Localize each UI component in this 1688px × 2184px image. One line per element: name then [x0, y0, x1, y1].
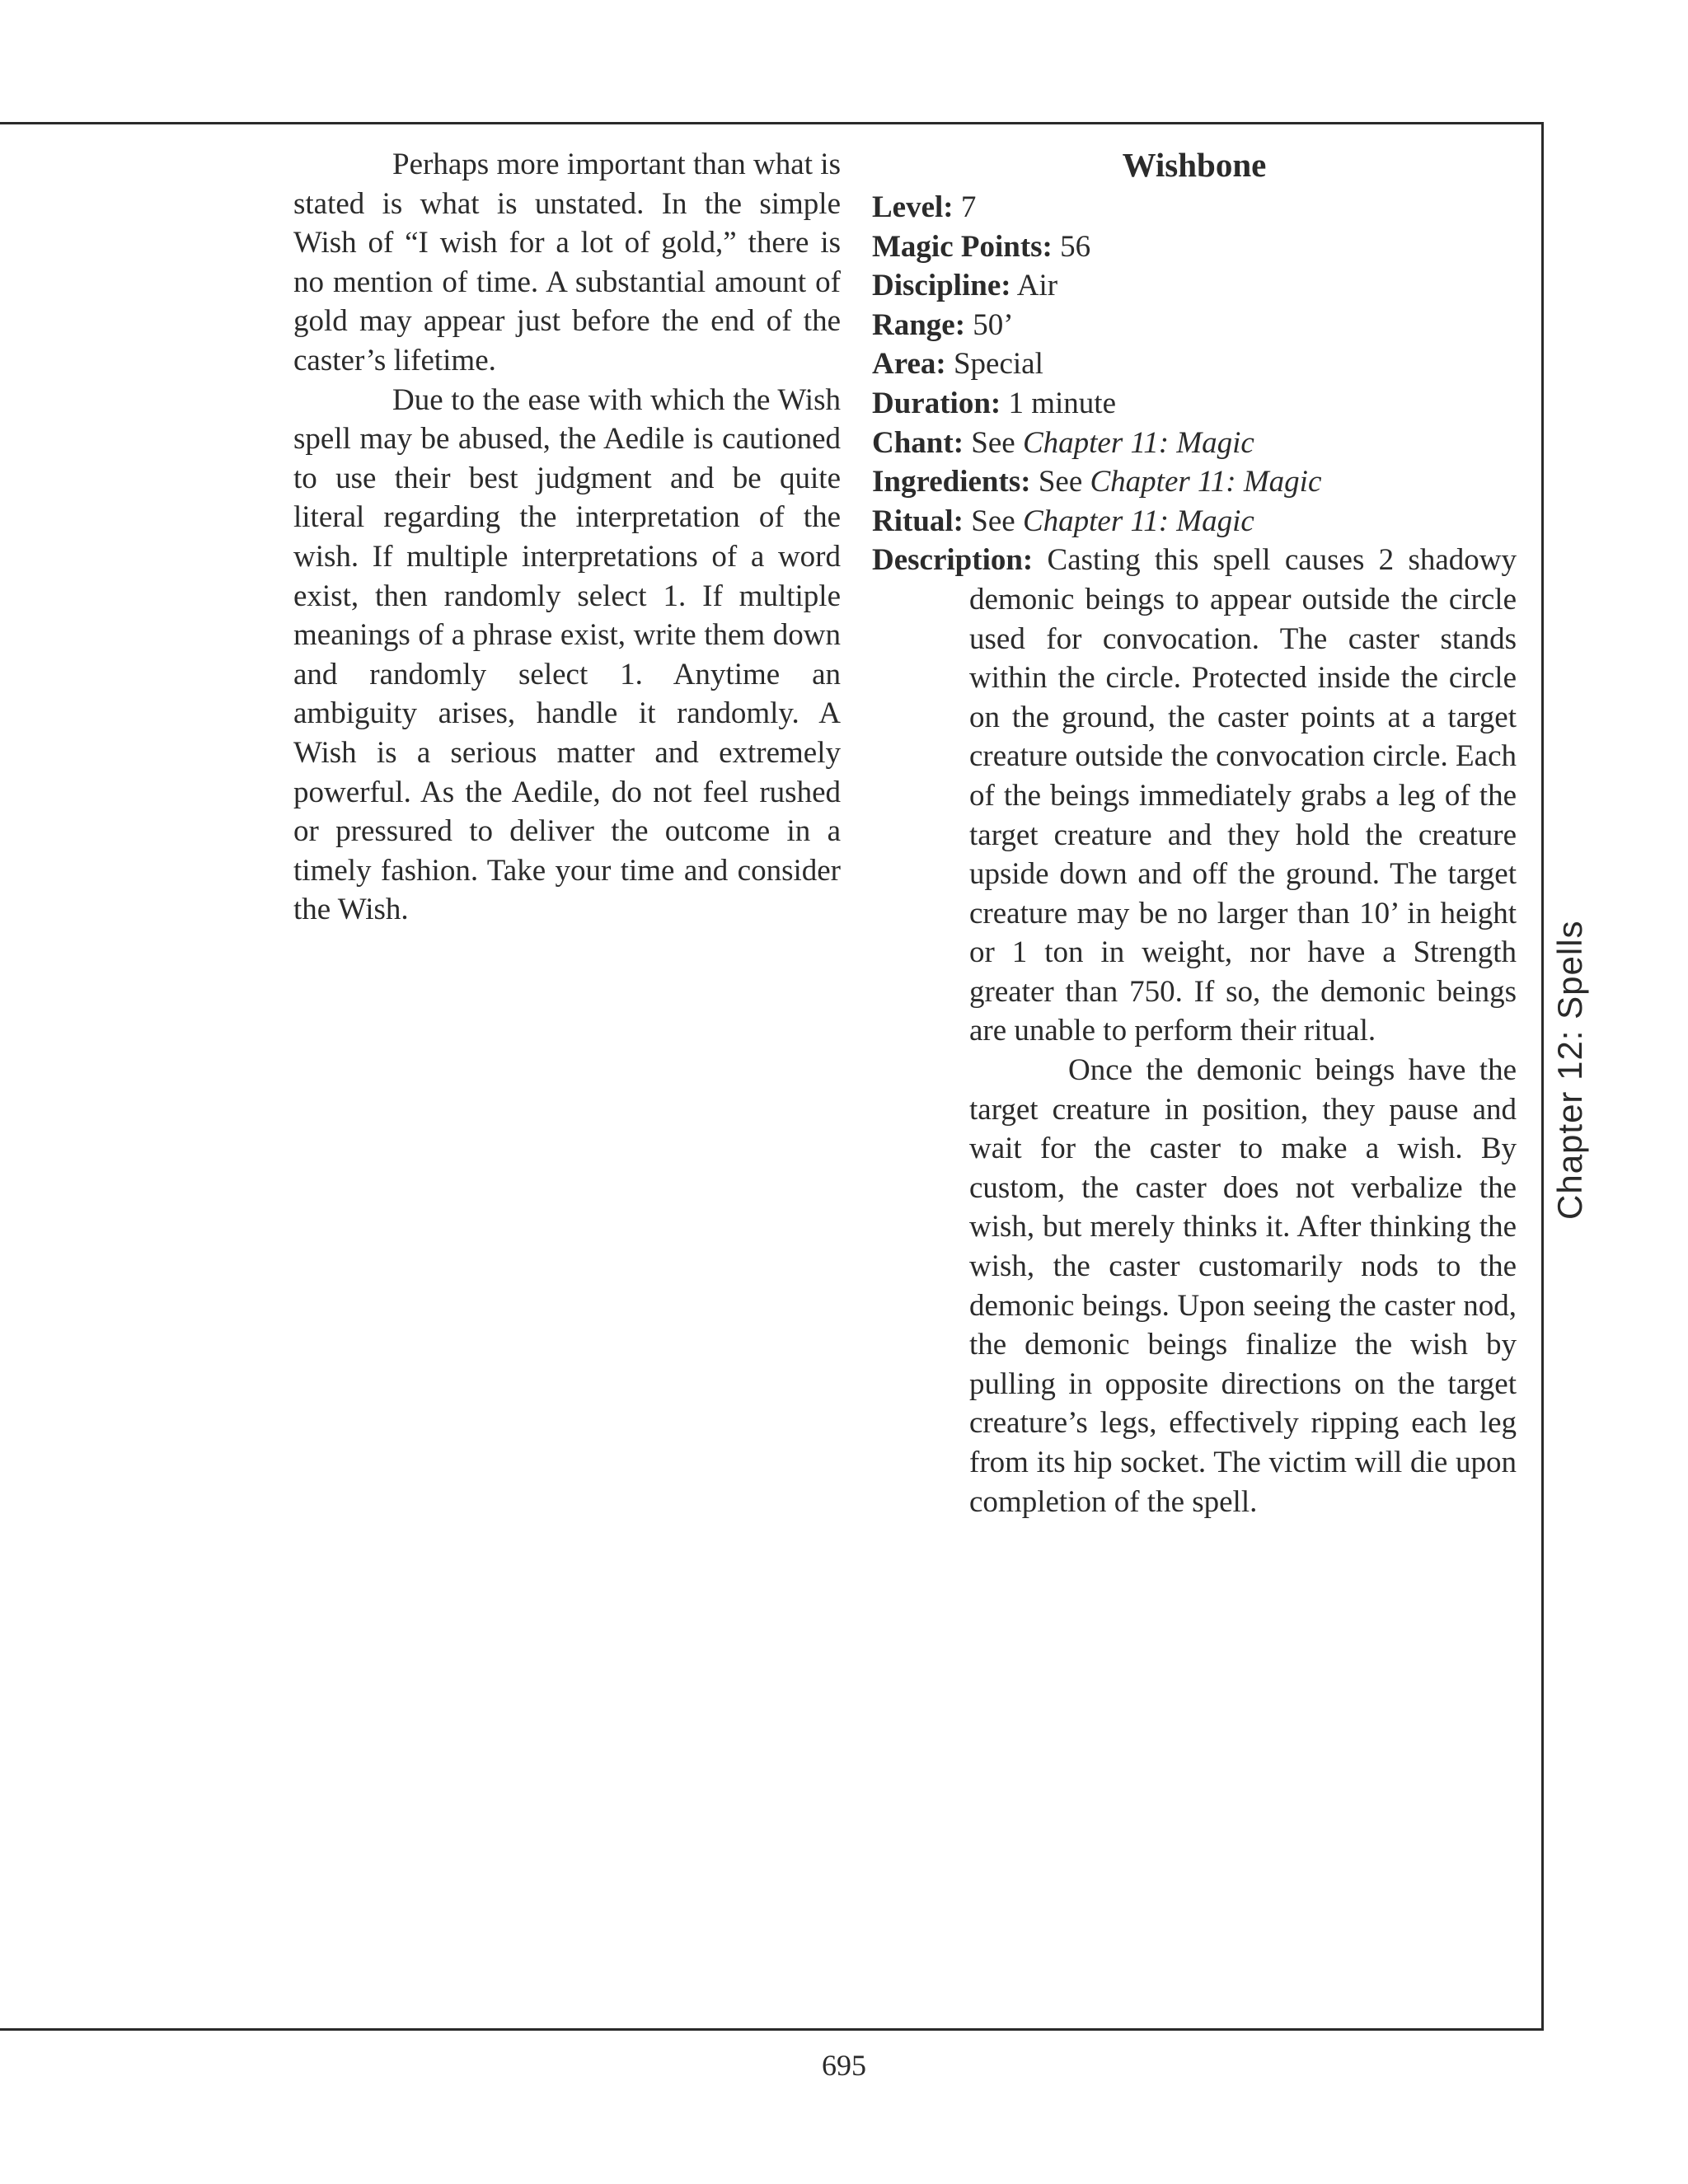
stat-range-label: Range: [872, 307, 966, 342]
stat-ingredients-reference: Chapter 11: Magic [1090, 465, 1322, 499]
stat-chant-label: Chant: [872, 425, 964, 460]
stat-level [872, 188, 1517, 227]
chapter-side-tab: Chapter 12: Spells [1550, 920, 1589, 1220]
stat-duration-value: 1 minute [1008, 386, 1116, 420]
stat-discipline [872, 266, 1517, 306]
stat-discipline-label: Discipline: [872, 269, 1011, 303]
stat-range-value: 50’ [973, 307, 1014, 342]
stat-level-value: 7 [960, 190, 977, 224]
paragraph-wish-abuse: Due to the ease with which the Wish spell may be abused, the Aedile is cautioned to use their best judgment and be quite literal regarding the interpretation of the wish. If multiple interpretations of a word exist, then randomly select 1. If multiple meanings of a phrase exist, write them down and randomly select 1. Anytime an ambiguity arises, handle it randomly. A Wish is a serious matter and extremely powerful. As the Aedile, do not feel rushed or pressured to deliver the outcome in a timely fashion. Take your time and consider the Wish. [293, 382, 841, 927]
stat-chant [872, 424, 1517, 463]
page-number: 695 [822, 2049, 866, 2082]
stat-area [872, 344, 1517, 384]
stat-ritual-reference: Chapter 11: Magic [1022, 504, 1254, 538]
stat-ritual-label: Ritual: [872, 504, 964, 538]
stat-area-label: Area: [872, 347, 946, 382]
stat-magic-points [872, 227, 1517, 267]
stat-duration-label: Duration: [872, 386, 1001, 420]
stat-area-value: Special [953, 347, 1043, 382]
left-text-column [293, 145, 841, 930]
stat-level-label: Level: [872, 190, 954, 224]
stat-duration [872, 384, 1517, 424]
stat-ritual [872, 502, 1517, 541]
page-frame-bottom-rule [0, 2028, 1544, 2031]
stat-chant-reference: Chapter 11: Magic [1022, 425, 1254, 460]
spell-entry [872, 142, 1517, 1521]
stat-ingredients [872, 462, 1517, 502]
stat-chant-see: See [971, 425, 1015, 460]
page-frame-right-rule [1541, 122, 1544, 2031]
stat-magic-points-label: Magic Points: [872, 229, 1053, 264]
description-paragraph-first [872, 541, 1517, 1051]
stat-discipline-value: Air [1016, 269, 1058, 303]
stat-magic-points-value: 56 [1060, 229, 1091, 264]
description-continuation [872, 1051, 1517, 1521]
description-label: Description: [872, 543, 1034, 578]
stat-range [872, 306, 1517, 345]
stat-ritual-see: See [971, 504, 1015, 538]
spell-title: Wishbone [1122, 146, 1267, 184]
stat-ingredients-label: Ingredients: [872, 465, 1031, 499]
paragraph-unstated-wish: Perhaps more important than what is stated is what is unstated. In the simple Wish of “I wish for a lot of gold,” there is no mention of time. A substantial amount of gold may appear just before the end of the caster’s lifetime. [293, 148, 841, 377]
description-text-second: Once the demonic beings have the target creature in position, they pause and wait for the caster to make a wish. By custom, the caster does not verbalize the wish, but merely thinks it. After thinking the wish, the caster customarily nods to the demonic beings. Upon seeing the caster nod, the demonic beings finalize the wish by pulling in opposite directions on the target creature’s legs, effectively ripping each leg from its hip socket. The victim will die upon completion of the spell. [969, 1053, 1517, 1519]
stat-ingredients-see: See [1038, 465, 1083, 499]
description-text-first: Casting this spell causes 2 shadowy demonic beings to appear outside the circle used for convocation. The caster stands within the circle. Protected inside the circle on the ground, the caster points at a target creature outside the convocation circle. Each of the beings immediately grabs a leg of the target creature and they hold the creature upside down and off the ground. The target creature may be no larger than 10’ in height or 1 ton in weight, nor have a Strength greater than 750. If so, the demonic beings are unable to perform their ritual. [969, 543, 1517, 1048]
page-frame-top-rule [0, 122, 1544, 124]
